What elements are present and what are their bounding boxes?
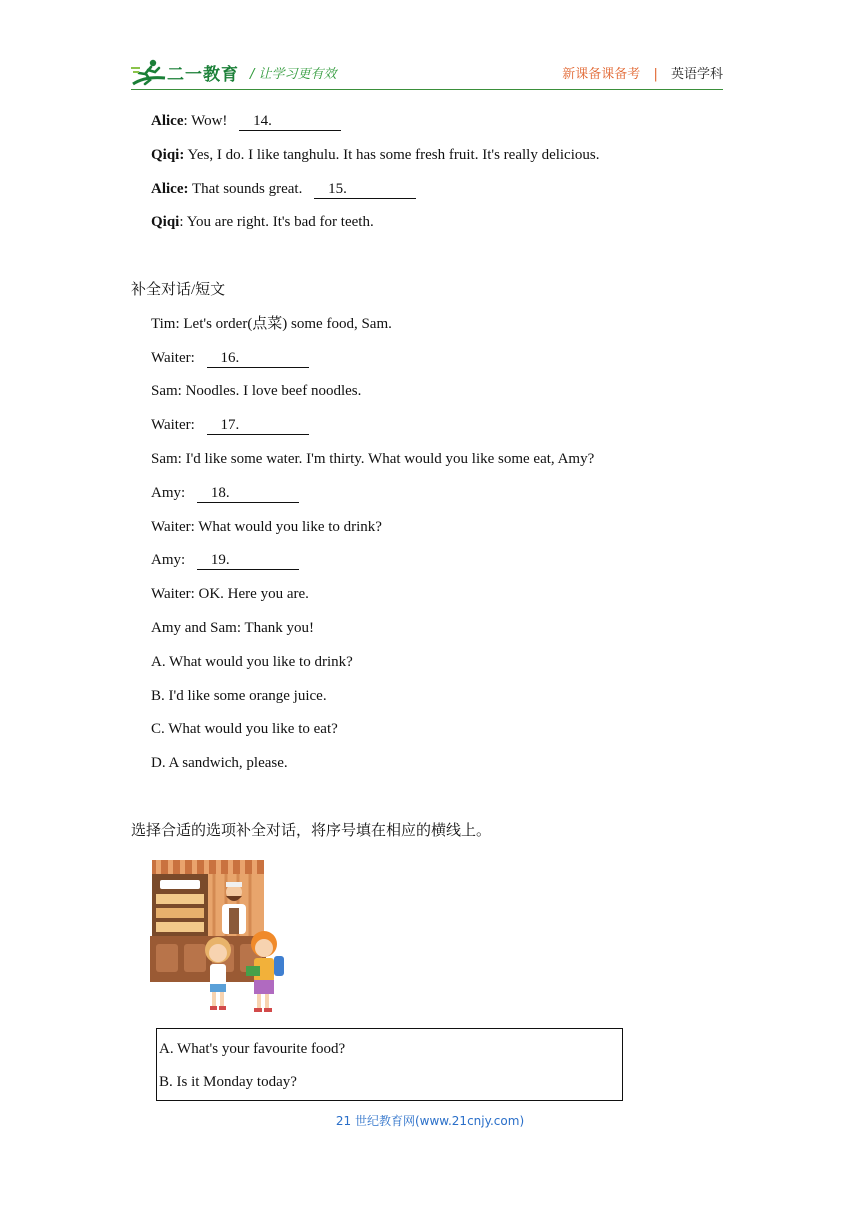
dialog-line xyxy=(131,581,731,615)
runner-logo-icon xyxy=(131,58,171,88)
header-separator: | xyxy=(653,67,658,82)
dialog-line xyxy=(131,142,731,176)
speaker-colon: : xyxy=(183,113,188,129)
dialog-line xyxy=(131,311,731,345)
header-divider xyxy=(131,89,723,90)
dialog-text: Sam: Noodles. I love beef noodles. xyxy=(151,383,362,400)
option-line xyxy=(131,683,731,717)
dialog-line xyxy=(131,615,731,649)
dialog-line xyxy=(131,446,731,480)
dialog-line xyxy=(131,514,731,548)
dialog-text: Amy: xyxy=(151,484,189,501)
worksheet-content xyxy=(131,108,731,852)
speaker: Alice xyxy=(151,113,184,129)
option-line xyxy=(131,750,731,784)
dialog-text: Waiter: xyxy=(151,417,199,434)
dialog-text: Tim: Let's order(点菜) some food, Sam. xyxy=(151,315,392,332)
dialog-text: Yes, I do. I like tanghulu. It has some fresh fruit. It's really delicious. xyxy=(184,146,600,163)
header-subject: 英语学科 xyxy=(670,67,723,82)
page-header xyxy=(0,0,860,92)
dialog-line xyxy=(131,108,731,142)
option-a: A. What's your favourite food? xyxy=(159,1041,346,1057)
dialog-text: Waiter: xyxy=(151,349,199,366)
dialog-text: Wow! xyxy=(187,113,232,129)
dialog-line xyxy=(131,378,731,412)
option-b: B. Is it Monday today? xyxy=(159,1074,297,1090)
option-text: A. What would you like to drink? xyxy=(151,653,353,670)
header-right xyxy=(562,63,723,82)
speaker-colon: : xyxy=(179,214,184,231)
dialog-line xyxy=(131,547,731,581)
dialog-line xyxy=(131,480,731,514)
option-line xyxy=(131,716,731,750)
dialog-text: Waiter: OK. Here you are. xyxy=(151,586,309,603)
logo-text: 二一教育 xyxy=(167,65,239,85)
section-title: 选择合适的选项补全对话，将序号填在相应的横线上。 xyxy=(131,822,492,839)
dialog-text: You are right. It's bad for teeth. xyxy=(183,214,374,231)
answer-blank: 17. xyxy=(207,416,309,435)
spacer xyxy=(131,784,731,818)
logo xyxy=(131,58,243,88)
spacer xyxy=(131,243,731,277)
option-text: B. I'd like some orange juice. xyxy=(151,687,327,704)
dialog-line xyxy=(131,209,731,243)
speaker: Alice: xyxy=(151,180,189,197)
answer-blank: 15. xyxy=(314,180,416,199)
page-footer: 21 世纪教育网(www.21cnjy.com) xyxy=(335,1114,525,1128)
dialog-line xyxy=(131,412,731,446)
option-text: C. What would you like to eat? xyxy=(151,721,338,738)
dialog-text: Waiter: What would you like to drink? xyxy=(151,518,382,535)
dialog-text: Sam: I'd like some water. I'm thirty. What would you like some eat, Amy? xyxy=(151,450,595,467)
speaker: Qiqi: xyxy=(151,146,185,163)
dialog-text: Amy and Sam: Thank you! xyxy=(151,619,315,636)
bakery-shop-illustration xyxy=(150,858,286,1016)
option-text: D. A sandwich, please. xyxy=(151,755,288,772)
options-box xyxy=(156,1028,623,1101)
answer-blank: 16. xyxy=(207,349,309,368)
slogan: / 让学习更有效 xyxy=(250,67,337,82)
answer-blank: 19. xyxy=(197,551,299,570)
dialog-line xyxy=(131,176,731,210)
header-tag: 新课备课备考 xyxy=(562,67,641,82)
answer-blank: 14. xyxy=(239,112,341,131)
section-title: 补全对话/短文 xyxy=(131,281,226,298)
dialog-line xyxy=(131,345,731,379)
option-line xyxy=(131,649,731,683)
dialog-text: That sounds great. xyxy=(188,180,307,197)
dialog-text: Amy: xyxy=(151,552,189,569)
speaker: Qiqi xyxy=(151,214,180,231)
answer-blank: 18. xyxy=(197,484,299,503)
